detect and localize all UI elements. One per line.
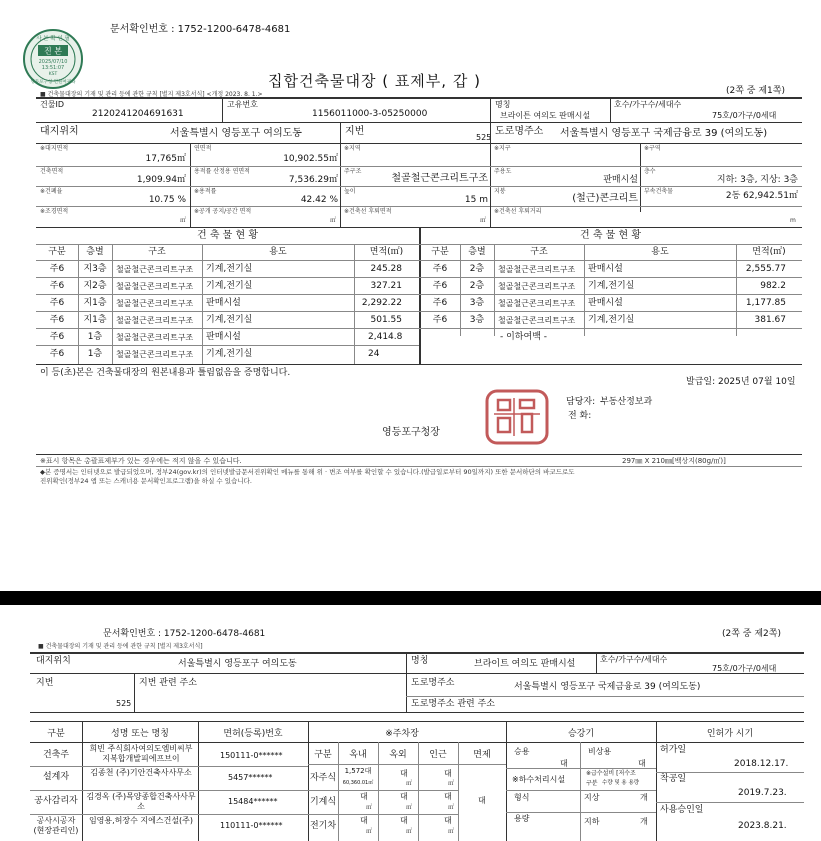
row-name: 희빈 주식회사여의도엠비씨부지복합개발피에프브이 xyxy=(89,744,193,763)
p2-col-parking: ※주차장 xyxy=(385,729,419,739)
lot-label: 지번 xyxy=(345,126,365,137)
p2-location-label: 대지위치 xyxy=(36,656,71,666)
col-use: 용도 xyxy=(651,247,669,257)
row-area: 2,292.22 xyxy=(361,298,402,308)
p2-col-elevator: 승강기 xyxy=(567,729,595,739)
road-address-label: 도로명주소 xyxy=(495,126,544,137)
row-floor: 3층 xyxy=(469,315,485,325)
col-kind: 구분 xyxy=(48,247,66,257)
row-name: 김경옥 (주)목양종합건축사사무소 xyxy=(86,792,196,811)
open-space-label: ※공개 공지/공간 면적 xyxy=(194,208,252,215)
building-name: 브라이튼 여의도 판매시설 xyxy=(500,111,591,120)
lot-value: 525 xyxy=(476,133,492,142)
sewage-form-label: 형식 xyxy=(514,793,530,802)
row-area: 2,555.77 xyxy=(745,264,786,274)
col-struct: 구조 xyxy=(148,247,166,257)
certification-seal-icon xyxy=(22,28,84,90)
row-use: 판매시설 xyxy=(206,298,241,308)
p2-name-value: 브라이트 여의도 판매시설 xyxy=(474,659,576,669)
row-kind: 주6 xyxy=(49,298,65,308)
parking-nearby: 대 xyxy=(444,792,452,801)
certify-text: 이 등(초)본은 건축물대장의 원본내용과 틀림없음을 증명합니다. xyxy=(40,368,291,378)
water-ground-label: 지상 xyxy=(584,793,600,802)
parking-unit: ㎡ xyxy=(366,828,373,835)
water-type-value: 수량 및 용 용량 xyxy=(602,780,640,786)
row-use: 판매시설 xyxy=(206,332,241,342)
row-use: 판매시설 xyxy=(588,264,623,274)
parking-unit: ㎡ xyxy=(406,804,413,811)
bcr-label: ※건폐율 xyxy=(40,188,63,195)
water-type-label: 구분 xyxy=(586,780,598,787)
p2-park-kind: 구분 xyxy=(314,750,332,760)
district-label: ※지구 xyxy=(494,145,511,152)
row-struct: 철골철근콘크리트구조 xyxy=(116,299,194,308)
row-license: 5457****** xyxy=(228,773,273,782)
far: 42.42 % xyxy=(300,195,338,205)
phone-label: 전 화: xyxy=(568,411,592,421)
water-supply-label: ※급수설비 [저수조 xyxy=(586,770,636,777)
row-kind: 주6 xyxy=(432,281,448,291)
annex: 2동 62,942.51㎡ xyxy=(725,191,798,201)
open-space-unit: ㎡ xyxy=(330,217,337,224)
rule-line: ■ 건축물대장의 기재 및 관리 등에 관한 규칙 [별지 제3호서식] <개정 2023. 8. 1.> xyxy=(40,91,263,98)
row-use: 기계,전기실 xyxy=(206,281,253,291)
row-struct: 철골철근콘크리트구조 xyxy=(498,282,576,291)
row-area: 327.21 xyxy=(370,281,402,291)
row-floor: 3층 xyxy=(469,298,485,308)
start-label: 착공일 xyxy=(660,774,687,784)
row-floor: 지2층 xyxy=(83,281,107,291)
unique-no-label: 고유번호 xyxy=(227,100,258,109)
parking-kind: 자주식 xyxy=(309,773,337,783)
building-id-label: 건물ID xyxy=(40,100,64,109)
approval-date: 2023.8.21. xyxy=(738,821,787,831)
issue-date: 발급일: 2025년 07월 10일 xyxy=(686,377,796,387)
annex-label: 부속건축물 xyxy=(644,188,673,195)
main-structure-label: 주구조 xyxy=(344,168,362,175)
setback-area-unit: ㎡ xyxy=(480,217,487,224)
status-title-left: 건 축 물 현 황 xyxy=(196,230,258,241)
row-struct: 철골철근콘크리트구조 xyxy=(116,350,194,359)
row-role: 건축주 xyxy=(42,750,70,760)
units-value: 75호/0가구/0세대 xyxy=(712,111,777,120)
building-id: 2120241204691631 xyxy=(92,109,184,119)
row-area: 501.55 xyxy=(370,315,402,325)
row-license: 110111-0****** xyxy=(220,821,283,830)
main-use-label: 주용도 xyxy=(494,168,512,175)
footnote-1: ※표시 항목은 총괄표제부가 있는 경우에는 적지 않을 수 있습니다. xyxy=(40,457,242,465)
col-struct: 구조 xyxy=(530,247,548,257)
parking-indoor: 대 xyxy=(360,792,368,801)
p2-col-permit: 인허가 시기 xyxy=(706,729,754,739)
col-floor: 층별 xyxy=(468,247,486,257)
far-label: ※용적률 xyxy=(194,188,217,195)
row-kind: 주6 xyxy=(49,264,65,274)
row-area: 24 xyxy=(368,349,380,359)
far-area: 7,536.29㎡ xyxy=(288,175,338,185)
page-info: (2쪽 중 제1쪽) xyxy=(726,86,785,96)
rule-line-2: ■ 건축물대장의 기재 및 관리 등에 관한 규칙 [별지 제3호서식] xyxy=(38,643,203,650)
site-area: 17,765㎡ xyxy=(145,154,186,164)
parking-unit: ㎡ xyxy=(448,804,455,811)
row-struct: 철골철근콘크리트구조 xyxy=(498,299,576,308)
row-floor: 2층 xyxy=(469,264,485,274)
water-ground: 개 xyxy=(640,793,648,802)
row-role: 공사감리자 xyxy=(34,796,78,806)
parking-unit: ㎡ xyxy=(406,780,413,787)
issuer-name: 영등포구청장 xyxy=(382,427,440,438)
row-kind: 주6 xyxy=(49,349,65,359)
location-label: 대지위치 xyxy=(40,126,79,137)
parking-indoor: 1,572대 xyxy=(344,767,372,775)
footnote-2: ◆본 증명서는 인터넷으로 발급되었으며, 정부24(gov.kr)의 인터넷발급문서진위확인 메뉴를 통해 위 · 변조 여부를 확인할 수 있습니다.(발급일로부터 90일까지) 또한 문서하단의 바코드로도 xyxy=(40,468,575,476)
row-license: 15484****** xyxy=(228,797,278,806)
row-floor: 지1층 xyxy=(83,298,107,308)
row-use: 기계,전기실 xyxy=(206,315,253,325)
row-kind: 주6 xyxy=(432,264,448,274)
col-floor: 층별 xyxy=(86,247,104,257)
approval-label: 사용승인일 xyxy=(660,805,704,815)
height-label: 높이 xyxy=(344,188,356,195)
sewage-label: ※하수처리시설 xyxy=(512,775,566,784)
permit-label: 허가일 xyxy=(660,745,687,755)
row-area: 245.28 xyxy=(370,264,402,274)
row-use: 판매시설 xyxy=(588,298,623,308)
landscape-unit: ㎡ xyxy=(180,217,187,224)
row-use: 기계,전기실 xyxy=(588,315,635,325)
start-date: 2019.7.23. xyxy=(738,788,787,798)
bcr: 10.75 % xyxy=(148,195,186,205)
col-use: 용도 xyxy=(269,247,287,257)
row-area: 982.2 xyxy=(760,281,786,291)
svg-text:KST: KST xyxy=(48,72,58,77)
row-struct: 철골철근콘크리트구조 xyxy=(116,282,194,291)
row-floor: 2층 xyxy=(469,281,485,291)
row-area: 381.67 xyxy=(754,315,786,325)
svg-text:13:51:07: 13:51:07 xyxy=(41,65,65,71)
p2-road-value: 서울특별시 영등포구 국제금융로 39 (여의도동) xyxy=(514,682,701,692)
unique-no: 1156011000-3-05250000 xyxy=(312,109,428,119)
row-area: 1,177.85 xyxy=(745,298,786,308)
parking-indoor: 대 xyxy=(360,816,368,825)
row-struct: 철골철근콘크리트구조 xyxy=(116,333,194,342)
main-structure: 철골철근콘크리트구조 xyxy=(391,173,488,184)
row-name: 김종천 (주)기안건축사사무소 xyxy=(90,768,192,777)
row-area: 2,414.8 xyxy=(368,332,403,342)
road-address-value: 서울특별시 영등포구 국제금융로 39 (여의도동) xyxy=(560,128,768,139)
main-use: 판매시설 xyxy=(603,175,638,185)
total-area-label: 연면적 xyxy=(194,145,212,152)
row-kind: 주6 xyxy=(49,332,65,342)
col-area: 면적(㎡) xyxy=(752,247,786,257)
doc-confirm-number: 문서확인번호 : 1752-1200-6478-4681 xyxy=(110,24,291,35)
p2-park-outdoor: 옥외 xyxy=(389,750,407,760)
p2-lot-value: 525 xyxy=(116,699,132,708)
parking-outdoor: 대 xyxy=(400,816,408,825)
col-area: 면적(㎡) xyxy=(369,247,404,257)
p2-road-label: 도로명주소 xyxy=(411,678,455,688)
p2-name-label: 명칭 xyxy=(411,656,429,666)
p2-col-license: 면허(등록)번호 xyxy=(223,729,283,739)
row-name: 임영용,허장수 지에스건설(주) xyxy=(88,816,194,825)
roof-label: 지붕 xyxy=(494,188,506,195)
units-label: 호수/가구수/세대수 xyxy=(614,100,682,109)
setback-dist-label: ※건축선 후퇴거리 xyxy=(494,208,542,215)
parking-unit: ㎡ xyxy=(366,804,373,811)
row-license: 150111-0****** xyxy=(220,751,283,760)
row-floor: 지3층 xyxy=(83,264,107,274)
parking-unit: ㎡ xyxy=(448,780,455,787)
row-role: 공사시공자 (현장관리인) xyxy=(33,816,79,835)
row-floor: 1층 xyxy=(87,332,103,342)
parking-unit: ㎡ xyxy=(406,828,413,835)
col-kind: 구분 xyxy=(431,247,449,257)
parking-kind: 기계식 xyxy=(309,797,337,807)
elev-emerg: 대 xyxy=(638,759,646,768)
row-kind: 주6 xyxy=(49,281,65,291)
elev-pass-label: 승용 xyxy=(514,747,530,756)
p2-park-indoor: 옥내 xyxy=(349,750,367,760)
setback-dist-unit: m xyxy=(790,217,796,224)
row-kind: 주6 xyxy=(49,315,65,325)
p2-units-value: 75호/0가구/0세대 xyxy=(712,664,777,673)
p2-park-nearby: 인근 xyxy=(429,750,447,760)
site-area-label: ※대지면적 xyxy=(40,145,69,152)
p2-col-name: 성명 또는 명칭 xyxy=(111,729,169,739)
status-title-right: 건 축 물 현 황 xyxy=(579,230,641,241)
official-stamp-icon xyxy=(484,388,550,446)
dept-value: 부동산정보과 xyxy=(600,397,653,407)
parking-kind: 전기차 xyxy=(309,821,337,831)
row-use: 기계,전기실 xyxy=(588,281,635,291)
svg-text:사 본 확 인 필: 사 본 확 인 필 xyxy=(36,36,70,42)
floors: 지하: 3층, 지상: 3층 xyxy=(716,175,798,185)
row-struct: 철골철근콘크리트구조 xyxy=(498,265,576,274)
parking-outdoor: 대 xyxy=(400,792,408,801)
zone-label: ※지역 xyxy=(344,145,361,152)
svg-text:2025/07/10: 2025/07/10 xyxy=(38,59,68,65)
row-kind: 주6 xyxy=(432,298,448,308)
parking-indoor-area: 60,360.01㎡ xyxy=(342,780,374,786)
row-floor: 1층 xyxy=(87,349,103,359)
row-struct: 철골철근콘크리트구조 xyxy=(498,316,576,325)
setback-area-label: ※건축선 후퇴면적 xyxy=(344,208,392,215)
row-struct: 철골철근콘크리트구조 xyxy=(116,265,194,274)
svg-text:영등포구청 민원여권과: 영등포구청 민원여권과 xyxy=(30,80,76,85)
elev-pass: 대 xyxy=(560,759,568,768)
svg-text:진 본: 진 본 xyxy=(44,46,62,56)
water-under-label: 지하 xyxy=(584,817,600,826)
row-struct: 철골철근콘크리트구조 xyxy=(116,316,194,325)
row-role: 설계자 xyxy=(42,772,70,782)
p2-lot-related-label: 지번 관련 주소 xyxy=(139,678,197,688)
parking-exempt-total: 대 xyxy=(478,796,486,805)
water-under: 개 xyxy=(640,817,648,826)
name-label: 명칭 xyxy=(495,100,511,109)
page-info-2: (2쪽 중 제2쪽) xyxy=(722,629,781,639)
parking-unit: ㎡ xyxy=(448,828,455,835)
permit-date: 2018.12.17. xyxy=(734,759,789,769)
p2-park-exempt: 면제 xyxy=(473,750,491,760)
landscape-label: ※조경면적 xyxy=(40,208,69,215)
building-area-label: 건축면적 xyxy=(40,168,64,175)
building-area: 1,909.94㎡ xyxy=(136,175,186,185)
floors-label: 층수 xyxy=(644,168,656,175)
location-value: 서울특별시 영등포구 여의도동 xyxy=(170,128,302,139)
p2-col-kind: 구분 xyxy=(47,729,65,739)
paper-spec: 297㎜ X 210㎜[백상지(80g/㎡)] xyxy=(622,457,726,465)
row-floor: 지1층 xyxy=(83,315,107,325)
dept-label: 담당자: xyxy=(566,397,596,407)
height: 15 m xyxy=(464,195,488,205)
footnote-3: 진위확인(정부24 앱 또는 스캐너용 문서확인프로그램)을 하실 수 있습니다. xyxy=(40,477,252,485)
parking-nearby: 대 xyxy=(444,816,452,825)
p2-location-value: 서울특별시 영등포구 여의도동 xyxy=(178,659,297,669)
p2-lot-label: 지번 xyxy=(36,678,54,688)
sector-label: ※구역 xyxy=(644,145,661,152)
far-area-label: 용적률 산정용 연면적 xyxy=(194,168,250,175)
below-blank-text: - 이하여백 - xyxy=(500,332,547,342)
p2-units-label: 호수/가구수/세대수 xyxy=(600,655,668,664)
total-area: 10,902.55㎡ xyxy=(283,154,338,164)
parking-outdoor: 대 xyxy=(400,769,408,778)
p2-road-related-label: 도로명주소 관련 주소 xyxy=(411,699,495,709)
roof: (철근)콘크리트 xyxy=(572,193,638,204)
row-use: 기계,전기실 xyxy=(206,264,253,274)
sewage-cap-label: 용량 xyxy=(514,814,530,823)
row-kind: 주6 xyxy=(432,315,448,325)
row-use: 기계,전기실 xyxy=(206,349,253,359)
elev-emerg-label: 비상용 xyxy=(588,747,612,756)
doc-confirm-number-2: 문서확인번호 : 1752-1200-6478-4681 xyxy=(103,629,266,639)
page-title: 집합건축물대장 ( 표제부, 갑 ) xyxy=(268,72,481,90)
parking-nearby: 대 xyxy=(444,769,452,778)
page-separator xyxy=(0,591,821,605)
